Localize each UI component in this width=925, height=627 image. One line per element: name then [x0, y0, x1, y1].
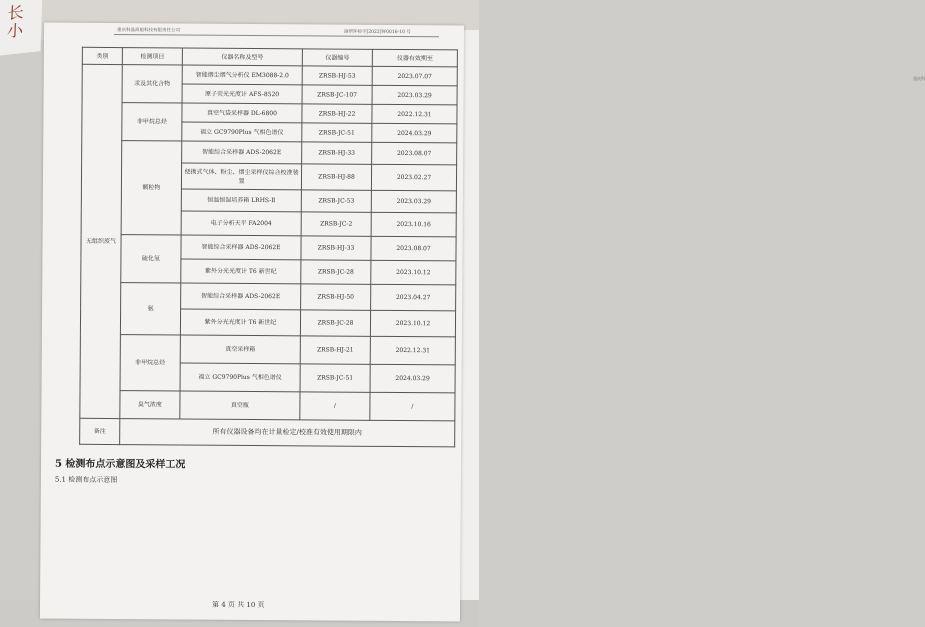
- instrument-name: 智能烟尘烟气分析仪 EM3088-2.0: [182, 65, 302, 85]
- instrument-name: 智能综合采样器 ADS-2062E: [182, 141, 302, 164]
- header-company: 重庆科晶商船科技有限责任公司: [117, 28, 181, 34]
- instrument-name: 恒温恒湿培养箱 LRHS-Ⅱ: [181, 189, 301, 212]
- instrument-id: ZRSB-HJ-50: [301, 284, 371, 310]
- valid-date: 2023.04.27: [371, 284, 456, 311]
- instrument-name: 电子分析天平 FA2004: [181, 211, 301, 236]
- valid-date: 2023.03.29: [372, 85, 457, 105]
- valid-date: 2023.08.07: [372, 142, 457, 165]
- instrument-name: 真空瓶: [180, 391, 300, 420]
- valid-date: 2023.10.16: [371, 212, 456, 237]
- instrument-id: ZRSB-HJ-53: [302, 66, 372, 85]
- valid-date: 2024.03.29: [372, 123, 457, 143]
- item-cell: 颗粒物: [121, 141, 182, 235]
- instrument-name: 原子荧光光度计 AFS-8520: [182, 84, 302, 104]
- valid-date: 2023.10.12: [370, 310, 455, 337]
- instrument-name: 福立 GC9790Plus 气相色谱仪: [180, 363, 300, 392]
- header-item: 检测项目: [122, 48, 182, 65]
- instrument-id: ZRSB-JC-28: [300, 310, 370, 336]
- instrument-id: ZRSB-JC-51: [300, 364, 370, 392]
- instrument-id: /: [300, 392, 370, 420]
- table-row: [80, 390, 455, 421]
- header-instrument: 仪器名称及型号: [182, 48, 302, 66]
- remark-row: [80, 418, 455, 447]
- table-row: [82, 64, 457, 86]
- instrument-id: ZRSB-JC-51: [302, 123, 372, 142]
- valid-date: 2023.03.29: [371, 190, 456, 213]
- valid-date: 2023.07.07: [372, 66, 457, 86]
- table-row: [81, 282, 456, 311]
- instrument-id: ZRSB-HJ-33: [302, 142, 372, 164]
- instrument-id: ZRSB-JC-2: [301, 212, 371, 236]
- instrument-id: ZRSB-JC-28: [301, 260, 371, 284]
- valid-date: 2023.10.12: [371, 260, 456, 285]
- table-row: [82, 140, 457, 165]
- instrument-name: 紫外分光光度计 T6 新世纪: [181, 259, 301, 284]
- valid-date: 2024.03.29: [370, 364, 455, 393]
- item-cell: 臭气浓度: [120, 391, 180, 419]
- header-valid-until: 仪器有效期至: [372, 49, 457, 67]
- adjacent-page-label: 重庆科: [913, 76, 925, 81]
- valid-date: /: [370, 392, 455, 421]
- item-cell: 非甲烷总烃: [120, 335, 180, 391]
- document-page: [40, 23, 464, 622]
- valid-date: 2022.12.31: [372, 104, 457, 124]
- category-cell: 无组织废气: [80, 64, 122, 418]
- instrument-name: 智能综合采样器 ADS-2062E: [181, 283, 301, 310]
- instrument-id: ZRSB-HJ-88: [301, 164, 371, 190]
- instrument-name: 真空气袋采样器 DL-6800: [182, 103, 302, 123]
- section-title: 5 检测布点示意图及采样工况: [54, 458, 186, 471]
- table-row: [82, 102, 457, 124]
- instrument-name: 真空采样箱: [180, 335, 300, 364]
- header-instrument-id: 仪器编号: [302, 49, 372, 66]
- item-cell: 非甲烷总烃: [122, 103, 182, 141]
- page-number: 第 4 页 共 10 页: [211, 600, 265, 610]
- instrument-table: [79, 47, 458, 448]
- instrument-id: ZRSB-HJ-21: [300, 336, 370, 364]
- instrument-name: 便携式气体、粉尘、烟尘采样仪综合校准装置: [181, 163, 301, 190]
- item-cell: 硫化氢: [121, 235, 181, 283]
- remark-label: 备注: [80, 418, 120, 444]
- header-category: 类别: [82, 47, 122, 64]
- valid-date: 2023.08.07: [371, 236, 456, 261]
- table-row: [81, 234, 456, 261]
- instrument-id: ZRSB-HJ-33: [301, 236, 371, 260]
- table-row: [80, 334, 455, 365]
- section-subtitle: 5.1 检测布点示意图: [54, 475, 118, 485]
- instrument-name: 智能综合采样器 ADS-2062E: [181, 235, 301, 260]
- item-cell: 汞及其化合物: [122, 65, 182, 103]
- instrument-id: ZRSB-JC-107: [302, 85, 372, 104]
- item-cell: 氨: [120, 283, 180, 335]
- instrument-id: ZRSB-JC-53: [301, 190, 371, 212]
- paper-scrap: 长 小: [0, 0, 42, 56]
- remark-text: 所有仪器设备均在计量检定/校准有效使用期限内: [120, 419, 455, 447]
- instrument-name: 福立 GC9790Plus 气相色谱仪: [182, 122, 302, 142]
- header-report-number: 渝研环检字[2022]W0016-10 号: [344, 29, 411, 36]
- instrument-id: ZRSB-HJ-22: [302, 104, 372, 123]
- valid-date: 2023.02.27: [371, 164, 456, 191]
- valid-date: 2022.12.31: [370, 336, 455, 365]
- instrument-name: 紫外分光光度计 T6 新世纪: [180, 309, 300, 336]
